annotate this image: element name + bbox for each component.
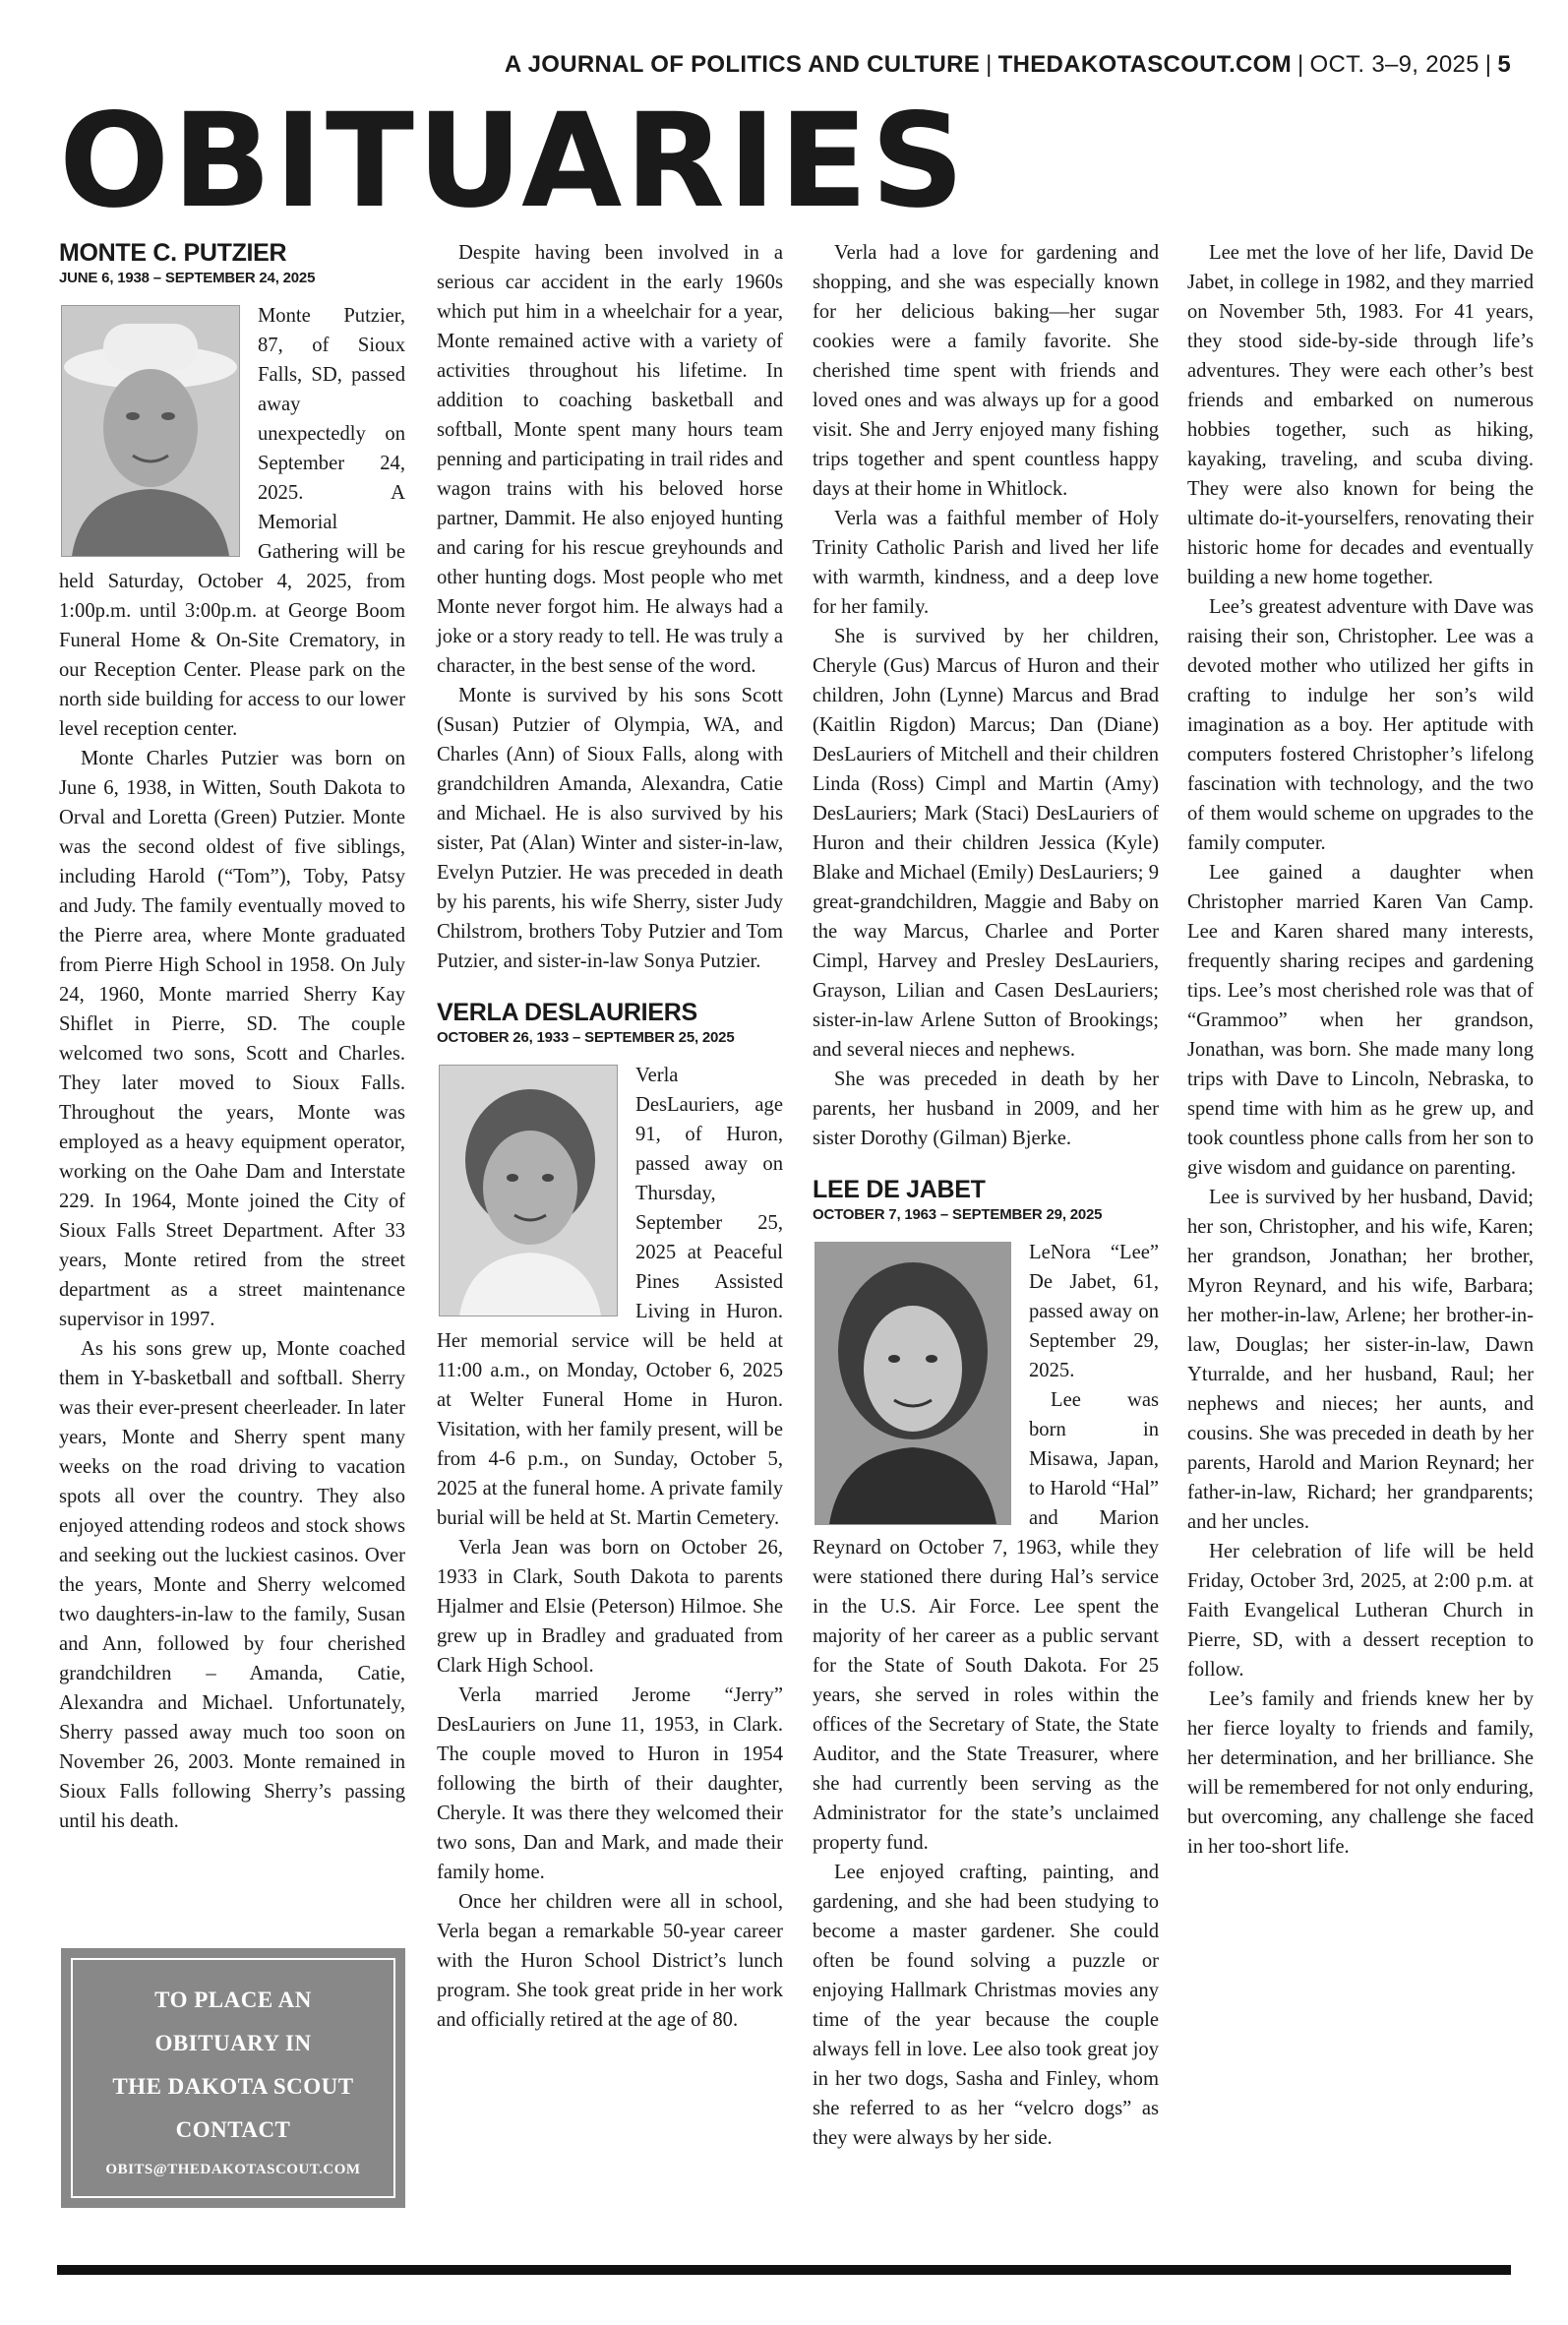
obituary-paragraph: Monte is survived by his sons Scott (Susan) Putzier of Olympia, WA, and Charles (Ann) of Sioux Falls, along with grandchildren Amanda, Alexandra, Catie and Michael. He is also survived by his sister, Pat (Alan) Winter and sister-in-law, Evelyn Putzier. He was preceded in death by his parents, his wife Sherry, sister Judy Chilstrom, brothers Toby Putzier and Tom Putzier, and sister-in-law Sonya Putzier. bbox=[437, 685, 783, 972]
obituary-paragraph: Verla had a love for gardening and shopping, and she was especially known for her delicious baking—her sugar cookies were a family favorite. She cherished time spent with friends and loved ones and was always up for a good visit. She and Jerry enjoyed many fishing trips together and spent countless happy days at their home in Whitlock. bbox=[813, 242, 1159, 500]
column-2 bbox=[437, 238, 783, 2035]
obituary-paragraph: Monte Putzier, 87, of Sioux Falls, SD, passed away unexpectedly on September 24, 2025. A Memorial Gathering will be held Saturday, October 4, 2025, from 1:00p.m. until 3:00p.m. at George Boom Funeral Home & On-Site Crematory, in our Reception Center. Please park on the north side building for access to our lower level reception center. bbox=[59, 305, 405, 740]
obituary-paragraph: Monte Charles Putzier was born on June 6, 1938, in Witten, South Dakota to Orval and Loretta (Green) Putzier. Monte was the second oldest of five siblings, including Harold (“Tom”), Toby, Patsy and Judy. The family eventually moved to the Pierre area, where Monte graduated from Pierre High School in 1958. On July 24, 1960, Monte married Sherry Kay Shiflet in Pierre, SD. The couple welcomed two sons, Scott and Charles. They later moved to Sioux Falls. Throughout the years, Monte was employed as a heavy equipment operator, working on the Oahe Dam and Interstate 229. In 1964, Monte joined the City of Sioux Falls Street Department. After 33 years, Monte retired from the street department as a street maintenance supervisor in 1997. bbox=[59, 748, 405, 1330]
obituary-name: LEE DE JABET bbox=[813, 1176, 986, 1203]
obituary-photo-deslauriers bbox=[439, 1065, 618, 1316]
obituary-paragraph: Her celebration of life will be held Friday, October 3rd, 2025, at 2:00 p.m. at Faith Evangelical Lutheran Church in Pierre, SD, with a dessert reception to follow. bbox=[1187, 1541, 1534, 1681]
obituary-name: VERLA DESLAURIERS bbox=[437, 999, 697, 1026]
obituary-paragraph: Verla Jean was born on October 26, 1933 in Clark, South Dakota to parents Hjalmer and Elsie (Peterson) Hilmoe. She grew up in Bradley and graduated from Clark High School. bbox=[437, 1537, 783, 1677]
obituary-dates: OCTOBER 26, 1933 – SEPTEMBER 25, 2025 bbox=[437, 1029, 735, 1046]
obituary-dates: OCTOBER 7, 1963 – SEPTEMBER 29, 2025 bbox=[813, 1206, 1103, 1223]
obituary-paragraph: Verla DesLauriers, age 91, of Huron, passed away on Thursday, September 25, 2025 at Peaceful Pines Assisted Living in Huron. Her memorial service will be held at 11:00 a.m., on Monday, October 6, 2025 at Welter Funeral Home in Huron. Visitation, with her family present, will be from 4-6 p.m., on Sunday, October 5, 2025 at the funeral home. A private family burial will be held at St. Martin Cemetery. bbox=[437, 1065, 783, 1529]
column-1 bbox=[59, 238, 405, 1836]
obituary-photo-dejabet bbox=[814, 1242, 1011, 1525]
obituary-paragraph: Lee’s greatest adventure with Dave was raising their son, Christopher. Lee was a devoted mother who utilized her gifts in crafting to indulge her son’s wild imagination as a boy. Her aptitude with computers fostered Christopher’s lifelong fascination with technology, and the two of them would scheme on upgrades to the family computer. bbox=[1187, 596, 1534, 854]
obituary-promo-box bbox=[61, 1948, 405, 2208]
promo-line: OBITUARY IN bbox=[154, 2030, 312, 2055]
obituary-paragraph: As his sons grew up, Monte coached them in Y-basketball and softball. Sherry was their ever-present cheerleader. In later years, Monte and Sherry spent many weeks on the road driving to vacation spots all over the country. They also enjoyed attending rodeos and stock shows and seeking out the luckiest casinos. Over the years, Monte and Sherry welcomed two daughters-in-law to the family, Susan and Ann, followed by four cherished grandchildren – Amanda, Catie, Alexandra and Michael. Unfortunately, Sherry passed away much too soon on November 26, 2003. Monte remained in Sioux Falls following Sherry’s passing until his death. bbox=[59, 1338, 405, 1832]
column-3 bbox=[813, 238, 1159, 2153]
promo-email-link[interactable]: OBITS@THEDAKOTASCOUT.COM bbox=[105, 2161, 361, 2177]
obituary-photo-putzier bbox=[61, 305, 240, 557]
section-title: OBITUARIES bbox=[59, 86, 968, 237]
page-header: A JOURNAL OF POLITICS AND CULTURE | THEDAKOTASCOUT.COM | OCT. 3–9, 2025 | 5 bbox=[504, 51, 1511, 78]
obituary-name: MONTE C. PUTZIER bbox=[59, 239, 287, 267]
column-4 bbox=[1187, 238, 1534, 1862]
obituary-paragraph: Lee was born in Misawa, Japan, to Harold “Hal” and Marion Reynard on October 7, 1963, while they were stationed there during Hal’s service in the U.S. Air Force. Lee spent the majority of her career as a public servant for the State of South Dakota. For 25 years, she served in roles within the offices of the Secretary of State, the State Auditor, and the State Treasurer, where she had currently been serving as the Administrator for the state’s unclaimed property fund. bbox=[813, 1389, 1159, 1854]
obituary-paragraph: LeNora “Lee” De Jabet, 61, passed away on September 29, 2025. bbox=[1029, 1242, 1159, 1381]
obituary-paragraph: She is survived by her children, Cheryle (Gus) Marcus of Huron and their children, John (Lynne) Marcus and Brad (Kaitlin Rigdon) Marcus; Dan (Diane) DesLauriers of Mitchell and their children Linda (Ross) Cimpl and Martin (Amy) DesLauriers; Mark (Staci) DesLauriers of Huron and their children Jessica (Kyle) Blake and Michael (Emily) DesLauriers; 9 great-grandchildren, Maggie and Baby on the way Marcus, Charlee and Porter Cimpl, Harvey and Presley DesLauriers, Grayson, Lilian and Casen DesLauriers; sister-in-law Arlene Sutton of Brookings; and several nieces and nephews. bbox=[813, 626, 1159, 1061]
obituary-paragraph: Despite having been involved in a serious car accident in the early 1960s which put him in a wheelchair for a year, Monte remained active with a variety of activities throughout his lifetime. In addition to coaching basketball and softball, Monte spent many hours team penning and participating in trail rides and wagon trains with his beloved horse partner, Dammit. He also enjoyed hunting and caring for his rescue greyhounds and other hunting dogs. Most people who met Monte never forgot him. He always had a joke or a story ready to tell. He was truly a character, in the best sense of the word. bbox=[437, 242, 783, 677]
obituary-paragraph: Lee’s family and friends knew her by her fierce loyalty to friends and family, her determination, and her brilliance. She will be remembered for not only enduring, but overcoming, any challenge she faced in her too-short life. bbox=[1187, 1688, 1534, 1858]
obituary-paragraph: Lee is survived by her husband, David; her son, Christopher, and his wife, Karen; her grandson, Jonathan; her brother, Myron Reynard, and his wife, Barbara; her mother-in-law, Arlene; her brother-in-law, Douglas; her sister-in-law, Dawn Yturralde, and her husband, Raul; her nephews and nieces; her aunts, and cousins. She was preceded in death by her parents, Harold and Marion Reynard; her father-in-law, Richard; her grandparents; and her uncles. bbox=[1187, 1187, 1534, 1533]
issue-date: OCT. 3–9, 2025 bbox=[1309, 51, 1479, 78]
obituary-paragraph: Once her children were all in school, Verla began a remarkable 50-year career with the Huron School District’s lunch program. She took great pride in her work and officially retired at the age of 80. bbox=[437, 1891, 783, 2031]
obituary-paragraph: She was preceded in death by her parents, her husband in 2009, and her sister Dorothy (Gilman) Bjerke. bbox=[813, 1069, 1159, 1149]
obituary-paragraph: Lee gained a daughter when Christopher married Karen Van Camp. Lee and Karen shared many interests, frequently sharing recipes and gardening tips. Lee’s most cherished role was that of “Grammoo” when her grandson, Jonathan, was born. She made many long trips with Dave to Lincoln, Nebraska, to spend time with him as he grew up, and took countless phone calls from her son to give wisdom and guidance on parenting. bbox=[1187, 862, 1534, 1179]
obituary-paragraph: Lee enjoyed crafting, painting, and gardening, and she had been studying to become a master gardener. She could often be found solving a puzzle or enjoying Hallmark Christmas movies any time of the year because the couple always fell in love. Lee also took great joy in her two dogs, Sasha and Finley, whom she referred to as her “velcro dogs” as they were always by her side. bbox=[813, 1862, 1159, 2149]
obituary-paragraph: Verla was a faithful member of Holy Trinity Catholic Parish and lived her life with warmth, kindness, and a deep love for her family. bbox=[813, 508, 1159, 618]
page-number: 5 bbox=[1497, 51, 1511, 78]
bottom-rule bbox=[57, 2265, 1511, 2275]
promo-line: TO PLACE AN bbox=[154, 1987, 312, 2012]
promo-line: CONTACT bbox=[175, 2116, 291, 2142]
obituary-paragraph: Lee met the love of her life, David De Jabet, in college in 1982, and they married on November 5th, 1983. For 41 years, they stood side-by-side through life’s adventures. They were each other’s best friends and embarked on numerous hobbies together, such as hiking, kayaking, traveling, and scuba diving. They were also known for being the ultimate do-it-yourselfers, renovating their historic home for decades and eventually building a new home together. bbox=[1187, 242, 1534, 588]
tagline: A JOURNAL OF POLITICS AND CULTURE bbox=[504, 51, 981, 78]
obituary-dates: JUNE 6, 1938 – SEPTEMBER 24, 2025 bbox=[59, 270, 316, 286]
obituary-paragraph: Verla married Jerome “Jerry” DesLauriers on June 11, 1953, in Clark. The couple moved to Huron in 1954 following the birth of their daughter, Cheryle. It was there they welcomed their two sons, Dan and Mark, and made their family home. bbox=[437, 1684, 783, 1883]
promo-line: THE DAKOTA SCOUT bbox=[112, 2073, 354, 2099]
site-link[interactable]: THEDAKOTASCOUT.COM bbox=[997, 51, 1292, 78]
